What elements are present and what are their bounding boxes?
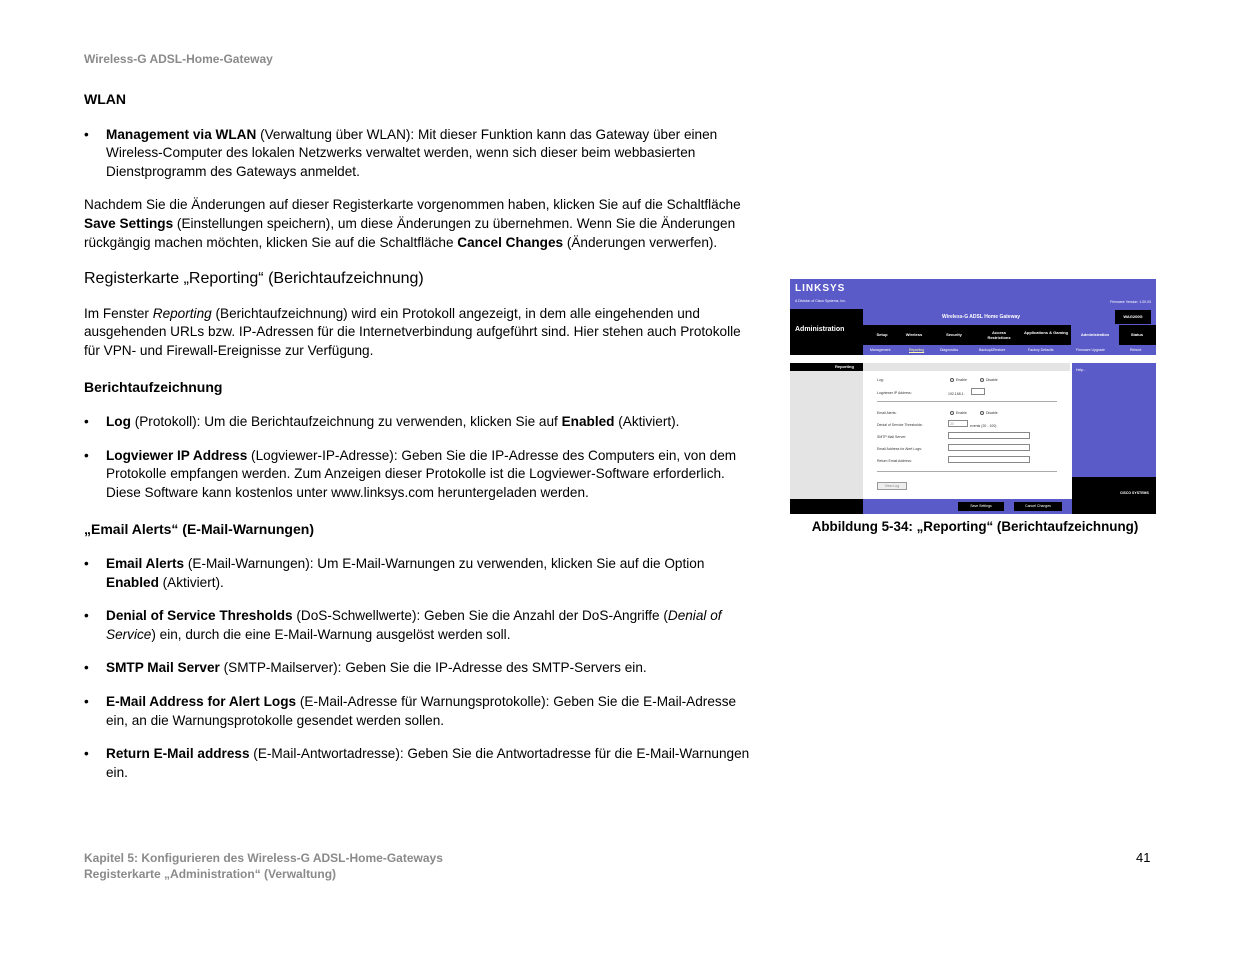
list-item xyxy=(84,659,759,678)
radio-icon xyxy=(980,378,984,382)
dos-threshold-input[interactable]: 20 xyxy=(948,420,968,427)
term-logviewer: Logviewer IP Address xyxy=(106,447,248,463)
list-item xyxy=(84,126,759,182)
list-item xyxy=(84,693,759,730)
alerts-enable-radio[interactable] xyxy=(950,410,967,416)
radio-label: Disable xyxy=(986,378,998,382)
item-text: (SMTP-Mailserver): Geben Sie die IP-Adresse des SMTP-Servers ein. xyxy=(219,660,647,676)
tab-security[interactable]: Security xyxy=(946,332,962,337)
term-enabled: Enabled xyxy=(561,414,615,430)
email-alerts-label: Email Alerts: xyxy=(877,411,897,415)
logviewer-prefix: 192.168.1. xyxy=(948,392,965,396)
figure-caption: Abbildung 5-34: „Reporting“ (Berichtaufzeichnung) xyxy=(811,519,1139,534)
dos-label: Denial of Service Thresholds: xyxy=(877,423,923,427)
item-text: (Verwaltung über WLAN): Mit dieser Funktion kann das Gateway über einen Wireless-Computer des lokalen Netzwerks verwaltet werden, wenn sich dieser beim webbasierten Dienstprogramm des Gateways anmeldet. xyxy=(106,126,718,179)
list-item xyxy=(84,413,759,432)
smtp-server-input[interactable] xyxy=(948,432,1030,439)
return-address-label: Return Email Address: xyxy=(877,459,912,463)
tab-wireless[interactable]: Wireless xyxy=(905,332,923,337)
term-reporting: Reporting xyxy=(152,305,212,321)
content-top-strip xyxy=(863,363,1070,371)
alert-address-input[interactable] xyxy=(948,444,1030,451)
dos-range-note: events (20 - 100) xyxy=(970,424,997,428)
firmware-version: Firmware Version: 1.00.03 xyxy=(1110,300,1151,304)
term-alert-logs: E-Mail Address for Alert Logs xyxy=(106,694,297,710)
wlan-heading: WLAN xyxy=(84,91,126,107)
item-text: (Logviewer-IP-Adresse): Geben Sie die IP-Adresse des Computers ein, von dem Protokolle empfangen werden. Zum Anzeigen dieser Protokolle ist die Logviewer-Software erforderlich. Diese Software kann kostenlos unter www.linksys.com heruntergeladen werden. xyxy=(106,447,737,500)
running-footer xyxy=(84,850,443,882)
log-disable-radio[interactable] xyxy=(980,377,998,383)
main-text-column xyxy=(84,90,759,782)
subtab-reporting[interactable]: Reporting xyxy=(909,348,925,352)
term-smtp: SMTP Mail Server xyxy=(106,660,220,676)
text-run: (E-Mail-Warnungen): Um E-Mail-Warnungen zu verwenden, klicken Sie auf die Option xyxy=(184,556,705,572)
text-run: (Aktiviert). xyxy=(614,414,680,430)
email-list xyxy=(84,555,759,782)
tab-status[interactable]: Status xyxy=(1130,332,1144,337)
text-run: Nachdem Sie die Änderungen auf dieser Registerkarte vorgenommen haben, klicken Sie auf die Schaltfläche xyxy=(84,197,741,213)
text-run: Im Fenster xyxy=(84,305,153,321)
reporting-heading: Registerkarte „Reporting“ (Berichtaufzeichnung) xyxy=(84,270,424,288)
list-item xyxy=(84,745,759,782)
logviewer-ip-input[interactable] xyxy=(971,388,985,395)
bericht-heading: Berichtaufzeichnung xyxy=(84,378,223,395)
list-item xyxy=(84,555,759,592)
subtab-backup-restore[interactable]: Backup&Restore xyxy=(979,348,1006,352)
help-link[interactable]: Help... xyxy=(1076,368,1087,372)
text-run: (Einstellungen speichern), um diese Änderungen zu übernehmen. Wenn Sie die Änderungen rückgängig machen möchten, klicken Sie auf die Schaltfläche xyxy=(84,215,736,250)
bericht-list xyxy=(84,413,759,502)
tab-administration[interactable]: Administration xyxy=(1071,325,1119,345)
product-name: Wireless-G ADSL Home Gateway xyxy=(942,314,1021,320)
view-log-button[interactable]: View Log xyxy=(877,482,907,490)
list-item xyxy=(84,607,759,644)
reporting-intro xyxy=(84,305,759,361)
radio-label: Enable xyxy=(956,411,967,415)
smtp-label: SMTP Mail Server: xyxy=(877,435,907,439)
term-enabled: Enabled xyxy=(106,574,159,590)
cisco-logo: CISCO SYSTEMS xyxy=(1120,491,1149,495)
item-text: (E-Mail-Adresse für Warnungsprotokolle): Geben Sie die E-Mail-Adresse ein, an die Warnungsprotokolle gesendet werden sollen. xyxy=(106,694,737,728)
subtab-diagnostics[interactable]: Diagnostics xyxy=(940,348,959,352)
alert-address-label: Email Address for Alert Logs: xyxy=(877,447,922,451)
radio-icon xyxy=(980,411,984,415)
log-label: Log: xyxy=(877,378,884,382)
page-number: 41 xyxy=(1136,850,1151,865)
term-denial-of-service: Denial of Service xyxy=(106,608,722,642)
footer-chapter: Kapitel 5: Konfigurieren des Wireless-G ADSL-Home-Gateways xyxy=(84,851,443,865)
subtab-management[interactable]: Management xyxy=(870,348,891,352)
text-run: (Änderungen verwerfen). xyxy=(563,234,718,250)
left-footer xyxy=(790,499,863,514)
logo-subtitle: A Division of Cisco Systems, Inc. xyxy=(795,299,846,303)
term-log: Log xyxy=(106,414,131,430)
subtab-reboot[interactable]: Reboot xyxy=(1130,348,1142,352)
radio-label: Disable xyxy=(986,411,998,415)
term-cancel-changes: Cancel Changes xyxy=(457,234,564,250)
tab-applications-gaming[interactable]: Applications & Gaming xyxy=(1024,330,1069,335)
side-section-label: Reporting xyxy=(835,364,854,369)
text-run: ) ein, durch die eine E-Mail-Warnung ausgelöst werden soll. xyxy=(151,626,511,642)
spacer xyxy=(790,355,1156,363)
log-enable-radio[interactable] xyxy=(950,377,967,383)
term-dos-thresholds: Denial of Service Thresholds xyxy=(106,608,293,624)
text-run: (DoS-Schwellwerte): Geben Sie die Anzahl der DoS-Angriffe ( xyxy=(292,608,668,624)
logviewer-label: Logviewer IP Address: xyxy=(877,391,912,395)
tab-access-restrictions[interactable]: Access Restrictions xyxy=(987,330,1011,340)
running-header: Wireless-G ADSL-Home-Gateway xyxy=(84,52,273,66)
section-title: Administration xyxy=(795,326,845,333)
text-run: (Berichtaufzeichnung) wird ein Protokoll angezeigt, in dem alle eingehenden und ausgehenden URLs bzw. IP-Adressen für die Internetverbindung aufgeführt sind. Hier stehen auch Protokolle für VPN- und Firewall-Ereignisse zur Verfügung. xyxy=(84,305,741,358)
term-return-address: Return E-Mail address xyxy=(106,746,250,762)
wlan-list xyxy=(84,126,759,182)
term-email-alerts: Email Alerts xyxy=(106,556,185,572)
save-cancel-paragraph xyxy=(84,196,759,252)
list-item xyxy=(84,447,759,503)
footer-section: Registerkarte „Administration“ (Verwaltung) xyxy=(84,867,337,881)
radio-label: Enable xyxy=(956,378,967,382)
email-heading: „Email Alerts“ (E-Mail-Warnungen) xyxy=(84,520,314,537)
tab-setup[interactable]: Setup xyxy=(876,332,888,337)
alerts-disable-radio[interactable] xyxy=(980,410,998,416)
return-address-input[interactable] xyxy=(948,456,1030,463)
radio-icon xyxy=(950,378,954,382)
term-management-via-wlan: Management via WLAN xyxy=(106,126,257,142)
text-run: (Protokoll): Um die Berichtaufzeichnung zu verwenden, klicken Sie auf xyxy=(130,414,562,430)
save-settings-button[interactable]: Save Settings xyxy=(958,502,1004,511)
radio-icon xyxy=(950,411,954,415)
model-badge: WAG200G xyxy=(1115,310,1151,324)
text-run: (Aktiviert). xyxy=(158,574,224,590)
term-save-settings: Save Settings xyxy=(84,215,174,231)
divider xyxy=(877,471,1057,472)
linksys-logo: LINKSYS xyxy=(795,283,846,294)
cancel-changes-button[interactable]: Cancel Changes xyxy=(1014,502,1062,511)
subtab-factory-defaults[interactable]: Factory Defaults xyxy=(1028,348,1054,352)
divider xyxy=(877,401,1057,402)
item-text: (E-Mail-Antwortadresse): Geben Sie die Antwortadresse für die E-Mail-Warnungen ein. xyxy=(106,746,750,780)
reporting-screenshot xyxy=(790,279,1156,514)
subtabs-bar xyxy=(863,345,1156,355)
left-panel xyxy=(790,371,863,499)
subtab-firmware-upgrade[interactable]: Firmware Upgrade xyxy=(1076,348,1105,352)
